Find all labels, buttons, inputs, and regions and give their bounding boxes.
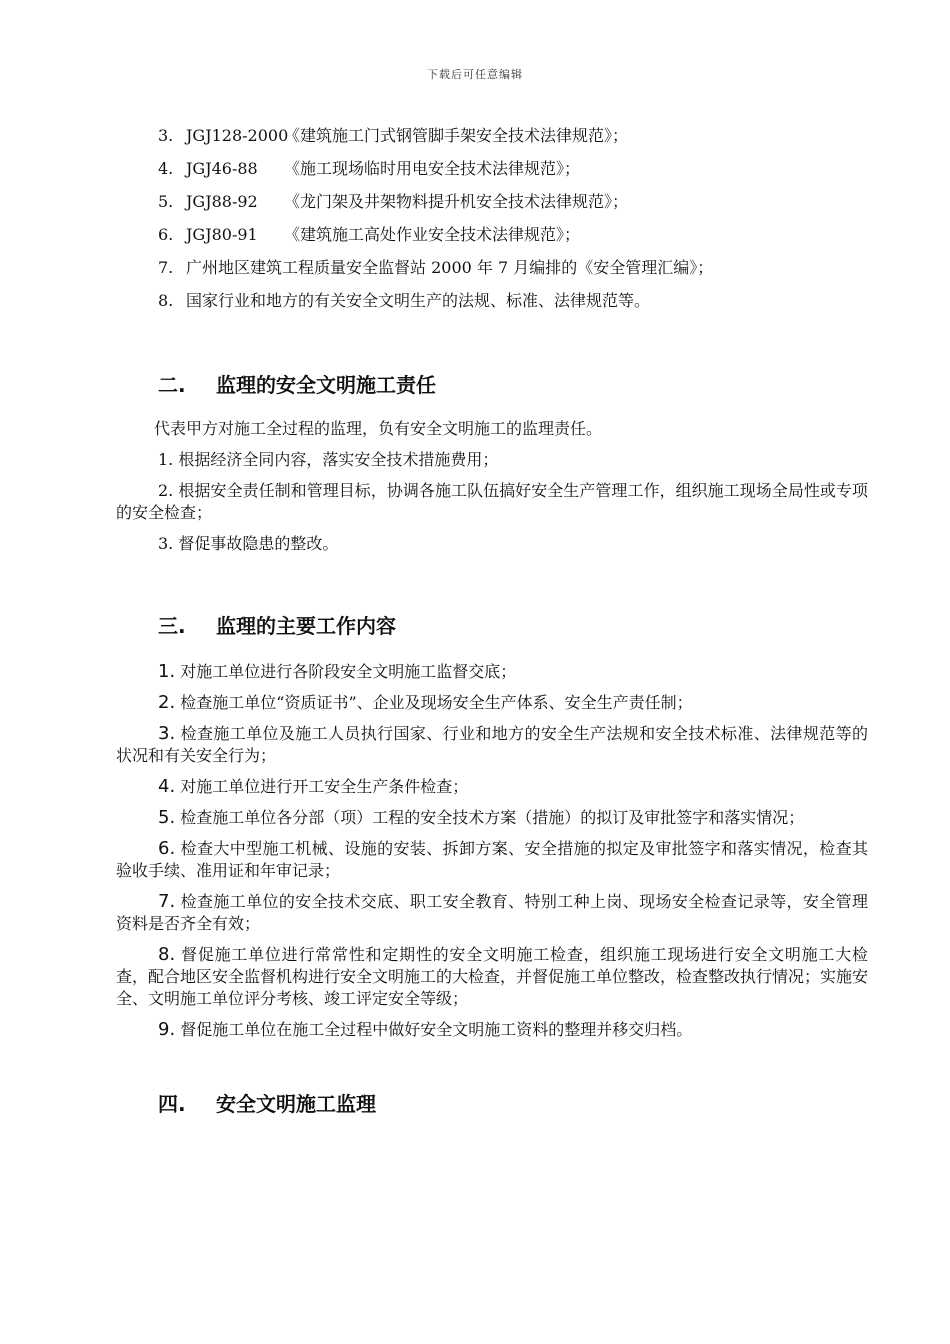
item-number: 6.	[158, 838, 176, 859]
reference-title: 《建筑施工门式钢管脚手架安全技术法律规范》；	[284, 126, 629, 145]
item-text: 对施工单位进行各阶段安全文明施工监督交底；	[180, 662, 517, 681]
item-number: 3.	[158, 723, 176, 744]
item-text: 督促施工单位进行常常性和定期性的安全文明施工检查，组织施工现场进行安全文明施工大检查，配合地区安全监督机构进行安全文明施工的大检查，并督促施工单位整改，检查整改执行情况；实施安全、文明施工单位评分考核、竣工评定安全等级；	[116, 945, 869, 1008]
section-heading	[116, 613, 868, 639]
reference-number: 3.	[158, 126, 174, 145]
item-number: 8.	[158, 944, 176, 965]
section-number: 三.	[158, 614, 186, 638]
section-intro: 代表甲方对施工全过程的监理，负有安全文明施工的监理责任。	[154, 419, 603, 438]
item-text: 检查施工单位“资质证书”、企业及现场安全生产体系、安全生产责任制；	[180, 693, 693, 712]
item-text: 检查施工单位各分部（项）工程的安全技术方案（措施）的拟订及审批签字和落实情况；	[180, 808, 805, 827]
section-title: 安全文明施工监理	[216, 1092, 376, 1116]
reference-number: 8.	[158, 291, 174, 310]
reference-item	[116, 126, 868, 159]
item-number: 9.	[158, 1019, 176, 1040]
item-text: 督促施工单位在施工全过程中做好安全文明施工资料的整理并移交归档。	[180, 1020, 693, 1039]
reference-number: 5.	[158, 192, 174, 211]
reference-title: 《施工现场临时用电安全技术法律规范》；	[284, 159, 581, 178]
list-item	[116, 661, 868, 683]
reference-number: 4.	[158, 159, 174, 178]
item-text: 督促事故隐患的整改。	[178, 534, 339, 553]
item-number: 1.	[158, 661, 176, 682]
reference-title: 《龙门架及井架物料提升机安全技术法律规范》；	[284, 192, 629, 211]
section-heading	[116, 372, 868, 398]
reference-code: JGJ46-88	[186, 159, 258, 178]
list-item	[116, 838, 868, 882]
reference-number: 7.	[158, 258, 174, 277]
reference-item	[116, 159, 868, 192]
item-text: 检查施工单位及施工人员执行国家、行业和地方的安全生产法规和安全技术标准、法律规范等的状况和有关安全行为；	[116, 724, 868, 765]
item-text: 对施工单位进行开工安全生产条件检查；	[180, 777, 469, 796]
list-item	[116, 944, 868, 1010]
item-text: 检查施工单位的安全技术交底、职工安全教育、特别工种上岗、现场安全检查记录等，安全管理资料是否齐全有效；	[116, 892, 868, 933]
section-number: 四.	[158, 1092, 186, 1116]
reference-code: JGJ128-2000	[186, 126, 289, 145]
list-item	[116, 692, 868, 714]
page-header: 下载后可任意编辑	[427, 68, 523, 81]
item-number: 4.	[158, 776, 176, 797]
reference-code: JGJ80-91	[186, 225, 258, 244]
item-number: 5.	[158, 807, 176, 828]
item-number: 1.	[158, 450, 174, 469]
item-number: 2.	[158, 692, 176, 713]
reference-list	[116, 126, 868, 324]
item-number: 7.	[158, 891, 176, 912]
reference-code: JGJ88-92	[186, 192, 258, 211]
item-text: 根据安全责任制和管理目标，协调各施工队伍搞好安全生产管理工作，组织施工现场全局性或专项的安全检查；	[116, 481, 868, 522]
list-item	[116, 449, 868, 471]
list-item	[116, 723, 868, 767]
list-item	[116, 807, 868, 829]
item-text: 检查大中型施工机械、设施的安装、拆卸方案、安全措施的拟定及审批签字和落实情况，检查其验收手续、准用证和年审记录；	[116, 839, 868, 880]
section-number: 二.	[158, 373, 186, 397]
list-item	[116, 533, 868, 555]
reference-title: 国家行业和地方的有关安全文明生产的法规、标准、法律规范等。	[186, 291, 651, 310]
section-title: 监理的安全文明施工责任	[216, 373, 436, 397]
section-title: 监理的主要工作内容	[216, 614, 396, 638]
reference-title: 广州地区建筑工程质量安全监督站 2000 年 7 月编排的《安全管理汇编》；	[186, 258, 714, 277]
item-text: 根据经济全同内容，落实安全技术措施费用；	[178, 450, 499, 469]
reference-number: 6.	[158, 225, 174, 244]
list-item	[116, 776, 868, 798]
item-number: 2.	[158, 481, 174, 500]
reference-item	[116, 225, 868, 258]
reference-item	[116, 258, 868, 291]
reference-item	[116, 291, 868, 324]
list-item	[116, 480, 868, 524]
section-heading	[116, 1091, 868, 1117]
reference-title: 《建筑施工高处作业安全技术法律规范》；	[284, 225, 581, 244]
document-body	[116, 126, 868, 1117]
item-number: 3.	[158, 534, 174, 553]
list-item	[116, 1019, 868, 1041]
reference-item	[116, 192, 868, 225]
list-item	[116, 891, 868, 935]
